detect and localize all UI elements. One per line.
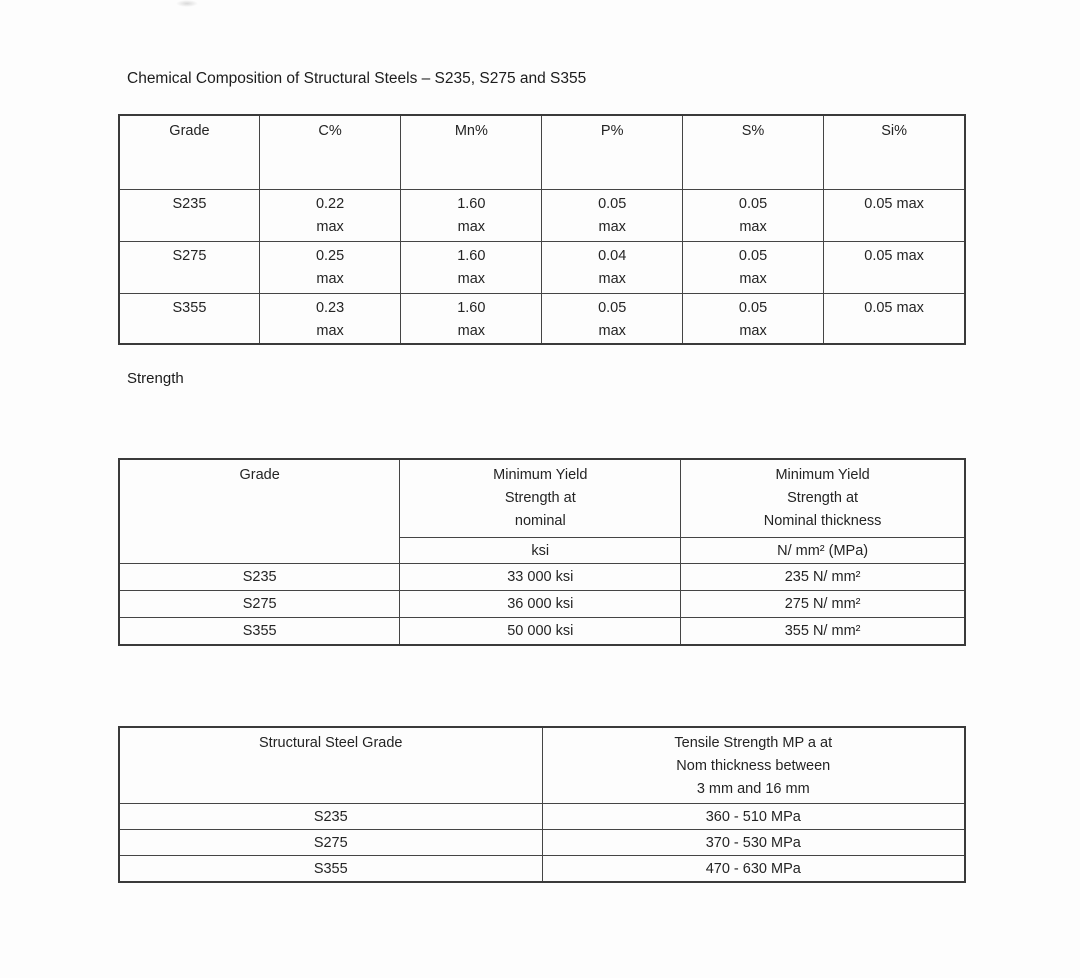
max-line: max <box>457 271 486 287</box>
max-line: max <box>457 323 486 339</box>
table-row <box>119 591 965 618</box>
max-line: max <box>739 323 767 339</box>
table-row <box>119 190 965 242</box>
tensile-strength-table <box>118 726 966 883</box>
value-cell <box>824 242 965 294</box>
header-line: Tensile Strength MP a at <box>674 735 833 751</box>
grade-cell <box>119 190 259 242</box>
value-cell <box>401 294 542 345</box>
table-row <box>119 804 965 830</box>
header-line: Nom thickness between <box>676 758 831 774</box>
value-line: 0.05 <box>738 300 768 316</box>
value-cell <box>681 564 965 591</box>
value-cell <box>682 294 823 345</box>
grade-label: S235 <box>172 196 207 212</box>
header-label: S% <box>741 123 765 139</box>
column-header-yield-ksi <box>400 459 681 538</box>
grade-label: S275 <box>242 596 277 612</box>
value-label: 370 - 530 MPa <box>705 834 801 851</box>
max-line: max <box>316 323 344 339</box>
value-line: 0.22 <box>315 196 345 212</box>
grade-cell <box>119 242 259 294</box>
header-line: Nominal thickness <box>763 513 882 529</box>
grade-cell <box>119 591 400 618</box>
max-line: max <box>598 219 626 235</box>
column-header-mn <box>401 115 542 190</box>
grade-label: S355 <box>242 623 277 639</box>
value-cell <box>259 190 400 242</box>
table-header-row <box>119 115 965 190</box>
max-line: max <box>739 219 767 235</box>
header-label: C% <box>318 123 342 139</box>
header-label: Mn% <box>454 123 488 139</box>
header-line: Strength at <box>504 490 576 506</box>
table-header-row <box>119 459 965 538</box>
header-line: Minimum Yield <box>493 467 588 483</box>
value-cell <box>259 294 400 345</box>
value-cell <box>682 190 823 242</box>
document-title: Chemical Composition of Structural Steels – S235, S275 and S355 <box>127 70 587 87</box>
column-header-grade <box>119 459 400 564</box>
header-label: Grade <box>239 467 280 483</box>
value-cell <box>824 190 965 242</box>
column-header-p <box>542 115 682 190</box>
column-header-yield-mpa <box>681 459 965 538</box>
table-row <box>119 294 965 345</box>
value-cell <box>681 618 965 646</box>
grade-label: S355 <box>313 860 348 877</box>
table-row <box>119 618 965 646</box>
grade-label: S275 <box>313 834 348 851</box>
value-cell <box>542 804 965 830</box>
value-line: 0.05 <box>738 196 768 212</box>
value-line: 0.05 <box>598 300 627 316</box>
header-label: Si% <box>881 123 907 139</box>
value-cell <box>401 242 542 294</box>
value-cell <box>824 294 965 345</box>
grade-cell <box>119 294 259 345</box>
unit-label: N/ mm² (MPa) <box>777 542 869 559</box>
table-row <box>119 856 965 883</box>
column-header-si <box>824 115 965 190</box>
unit-label: ksi <box>531 542 550 559</box>
value-cell <box>542 856 965 883</box>
value-line: 0.05 max <box>864 196 924 212</box>
column-header-grade <box>119 115 259 190</box>
header-label: Structural Steel Grade <box>259 735 403 751</box>
grade-label: S275 <box>172 248 207 264</box>
unit-cell-ksi <box>400 538 681 564</box>
chemical-composition-table <box>118 114 966 345</box>
table-row <box>119 242 965 294</box>
grade-cell <box>119 618 400 646</box>
grade-label: S355 <box>172 300 207 316</box>
scan-artifact <box>176 0 198 7</box>
value-cell <box>681 591 965 618</box>
table-header-row <box>119 727 965 804</box>
table-row <box>119 830 965 856</box>
header-line: nominal <box>514 513 566 529</box>
value-line: 1.60 <box>457 196 486 212</box>
value-label: 355 N/ mm² <box>784 623 861 639</box>
value-label: 36 000 ksi <box>507 596 574 612</box>
value-cell <box>400 591 681 618</box>
table-row <box>119 564 965 591</box>
value-line: 0.23 <box>315 300 345 316</box>
value-label: 33 000 ksi <box>507 569 574 585</box>
value-cell <box>682 242 823 294</box>
value-cell <box>542 830 965 856</box>
value-label: 235 N/ mm² <box>784 569 861 585</box>
value-line: 0.04 <box>598 248 627 264</box>
max-line: max <box>598 271 626 287</box>
grade-cell <box>119 856 542 883</box>
max-line: max <box>316 271 344 287</box>
value-line: 0.05 <box>738 248 768 264</box>
header-label: P% <box>600 123 624 139</box>
column-header-tensile-strength <box>542 727 965 804</box>
grade-cell <box>119 804 542 830</box>
header-line: Minimum Yield <box>775 467 870 483</box>
value-cell <box>400 618 681 646</box>
grade-label: S235 <box>313 808 348 825</box>
yield-strength-table <box>118 458 966 646</box>
value-cell <box>401 190 542 242</box>
column-header-c <box>259 115 400 190</box>
value-cell <box>542 242 682 294</box>
grade-cell <box>119 564 400 591</box>
value-line: 0.05 <box>598 196 627 212</box>
value-line: 1.60 <box>457 300 486 316</box>
grade-cell <box>119 830 542 856</box>
column-header-structural-steel-grade <box>119 727 542 804</box>
header-line: Strength at <box>787 490 859 506</box>
header-line: 3 mm and 16 mm <box>696 781 810 797</box>
value-cell <box>542 294 682 345</box>
grade-label: S235 <box>242 569 277 585</box>
value-label: 470 - 630 MPa <box>705 860 801 877</box>
max-line: max <box>316 219 344 235</box>
value-label: 360 - 510 MPa <box>705 808 801 825</box>
value-cell <box>259 242 400 294</box>
max-line: max <box>598 323 626 339</box>
max-line: max <box>457 219 486 235</box>
column-header-s <box>682 115 823 190</box>
max-line: max <box>739 271 767 287</box>
value-line: 0.05 max <box>864 300 924 316</box>
value-line: 0.25 <box>315 248 345 264</box>
unit-cell-mpa <box>681 538 965 564</box>
value-label: 50 000 ksi <box>507 623 574 639</box>
section-heading-strength: Strength <box>127 370 184 387</box>
value-label: 275 N/ mm² <box>784 596 861 612</box>
value-line: 0.05 max <box>864 248 924 264</box>
header-label: Grade <box>169 123 210 139</box>
value-cell <box>542 190 682 242</box>
value-line: 1.60 <box>457 248 486 264</box>
value-cell <box>400 564 681 591</box>
